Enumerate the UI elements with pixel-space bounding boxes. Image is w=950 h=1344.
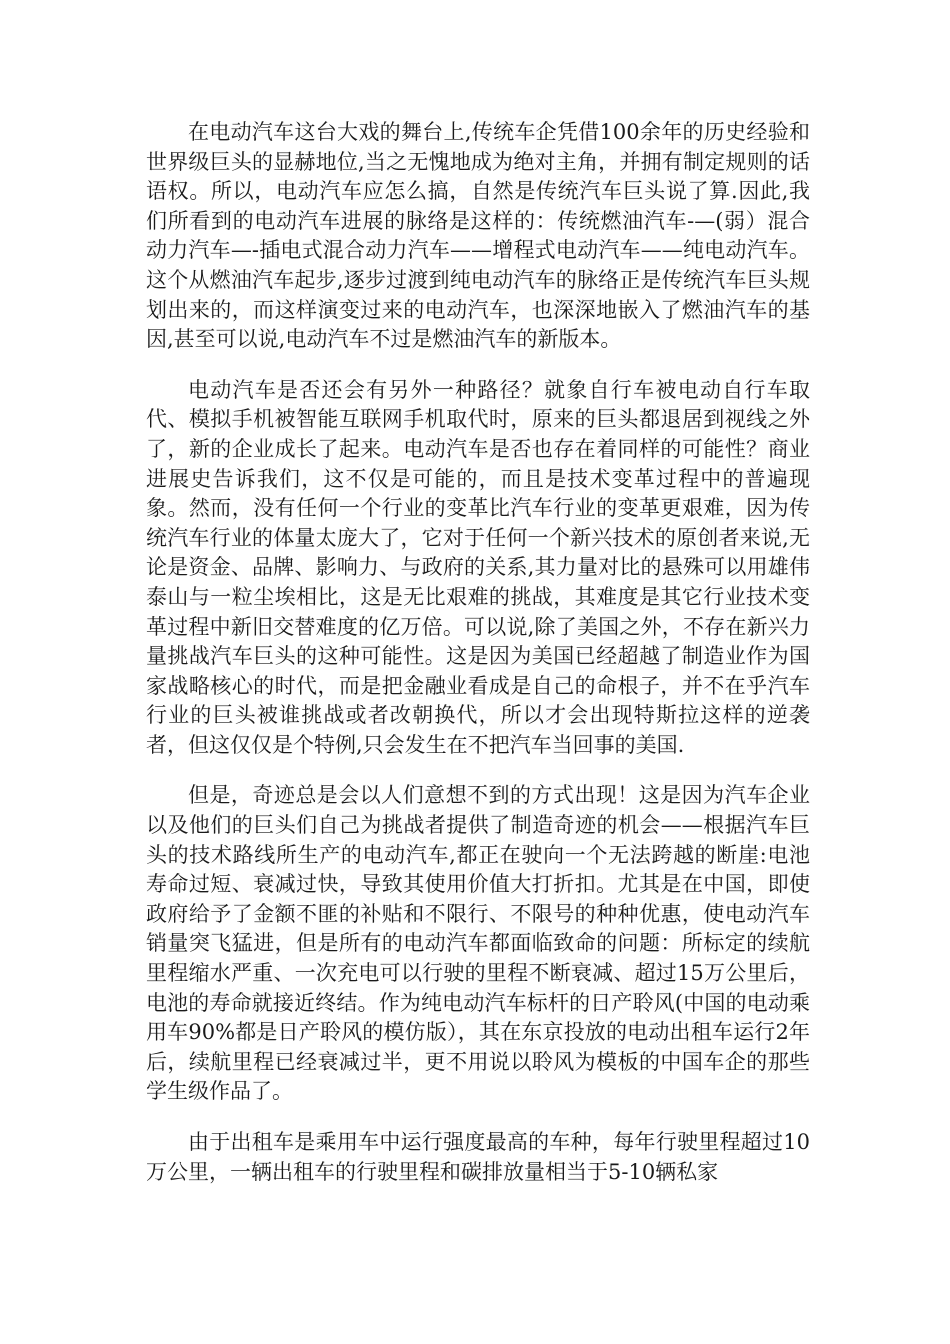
paragraph-4: 由于出租车是乘用车中运行强度最高的车种，每年行驶里程超过10万公里，一辆出租车的行驶里程和碳排放量相当于5-10辆私家 (146, 1130, 810, 1184)
paragraph-1: 在电动汽车这台大戏的舞台上,传统车企凭借100余年的历史经验和世界级巨头的显赫地位,当之无愧地成为绝对主角，并拥有制定规则的话语权。所以，电动汽车应怎么搞，自然是传统汽车巨头说了算.因此,我们所看到的电动汽车进展的脉络是这样的：传统燃油汽车-—(弱）混合动力汽车—-插电式混合动力汽车——增程式电动汽车——纯电动汽车。这个从燃油汽车起步,逐步过渡到纯电动汽车的脉络正是传统汽车巨头规划出来的，而这样演变过来的电动汽车，也深深地嵌入了燃油汽车的基因,甚至可以说,电动汽车不过是燃油汽车的新版本。 (146, 120, 810, 352)
paragraph-2: 电动汽车是否还会有另外一种路径？就象自行车被电动自行车取代、模拟手机被智能互联网手机取代时，原来的巨头都退居到视线之外了，新的企业成长了起来。电动汽车是否也存在着同样的可能性？商业进展史告诉我们，这不仅是可能的，而且是技术变革过程中的普遍现象。然而，没有任何一个行业的变革比汽车行业的变革更艰难，因为传统汽车行业的体量太庞大了，它对于任何一个新兴技术的原创者来说,无论是资金、品牌、影响力、与政府的关系,其力量对比的悬殊可以用雄伟泰山与一粒尘埃相比，这是无比艰难的挑战，其难度是其它行业技术变革过程中新旧交替难度的亿万倍。可以说,除了美国之外，不存在新兴力量挑战汽车巨头的这种可能性。这是因为美国已经超越了制造业作为国家战略核心的时代，而是把金融业看成是自己的命根子，并不在乎汽车行业的巨头被谁挑战或者改朝换代，所以才会出现特斯拉这样的逆袭者，但这仅仅是个特例,只会发生在不把汽车当回事的美国. (146, 377, 810, 757)
paragraph-3: 但是，奇迹总是会以人们意想不到的方式出现！这是因为汽车企业以及他们的巨头们自己为挑战者提供了制造奇迹的机会——根据汽车巨头的技术路线所生产的电动汽车,都正在驶向一个无法跨越的断崖:电池寿命过短、衰减过快，导致其使用价值大打折扣。尤其是在中国，即使政府给予了金额不匪的补贴和不限行、不限号的种种优惠，使电动汽车销量突飞猛进，但是所有的电动汽车都面临致命的问题：所标定的续航里程缩水严重、一次充电可以行驶的里程不断衰减、超过15万公里后，电池的寿命就接近终结。作为纯电动汽车标杆的日产聆风(中国的电动乘用车90%都是日产聆风的模仿版），其在东京投放的电动出租车运行2年后，续航里程已经衰减过半，更不用说以聆风为模板的中国车企的那些学生级作品了。 (146, 783, 810, 1104)
document-body (146, 118, 810, 1208)
